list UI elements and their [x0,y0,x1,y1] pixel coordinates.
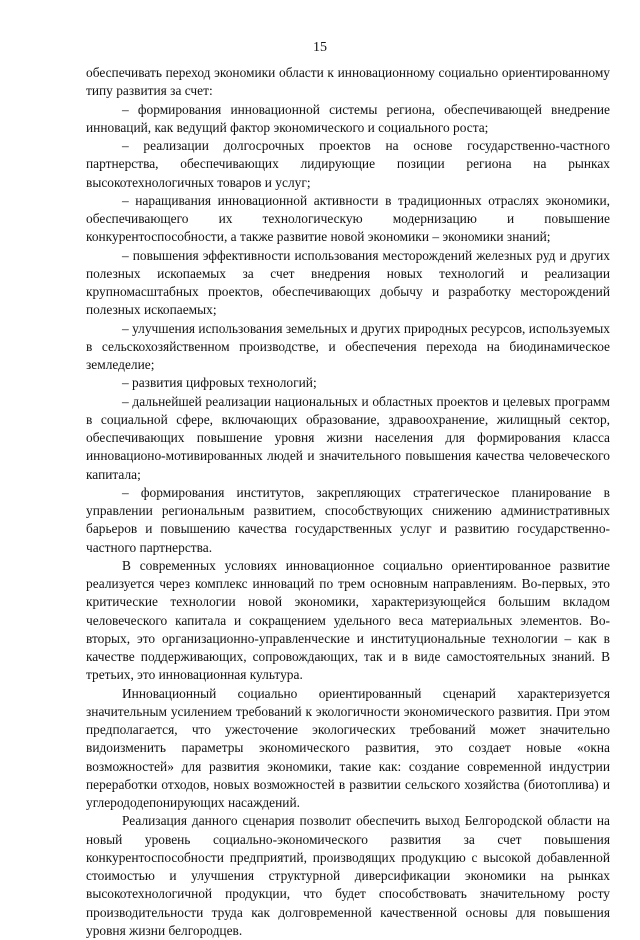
list-item-mineral-deposits: – повышения эффективности использования месторождений железных руд и других полезных ископаемых за счет внедрения новых технологий и реализации крупномасштабных проектов, обеспечивающих добычу и разработку месторождений полезных ископаемых; [86,247,610,318]
list-item-institutions: – формирования институтов, закрепляющих стратегическое планирование в управлении региональным развитием, способствующих снижению административных барьеров и повышению качества государственных услуг и развитию государственно-частного партнерства. [86,484,610,555]
page-number: 15 [313,40,327,55]
list-item-digital-tech: – развития цифровых технологий; [122,375,317,391]
paragraph-innovation-directions: В современных условиях инновационное социально ориентированное развитие реализуется через комплекс инноваций по трем основным направлениям. Во-первых, это критические технологии новой экономики, характеризующейся большим вкладом человеческого капитала и сокращением удельного веса материальных элементов. Во-вторых, это организационно-управленческие и институциональные технологии – как в качестве поддерживающих, сопровождающих, так и в виде самостоятельных знаний. В третьих, это инновационная культура. [86,557,610,683]
paragraph-scenario-outcome: Реализация данного сценария позволит обеспечить выход Белгородской области на новый уровень социально-экономического развития за счет повышения конкурентоспособности предприятий, производящих продукцию с высокой добавленной стоимостью и улучшения структурной диверсификации экономики на рынках высокотехнологичной продукции, что будет способствовать значительному росту производительности труда как долговременной качественной основы для повышения уровня жизни белгородцев. [86,813,610,938]
list-item-innovation-system: – формирования инновационной системы региона, обеспечивающей внедрение инноваций, как ведущий фактор экономического и социального роста; [86,101,610,135]
paragraph-scenario-ecology: Инновационный социально ориентированный сценарий характеризуется значительным усилением требований к экологичности экономического развития. При этом предполагается, что ужесточение экологических требований может значительно видоизменить параметры экономического развития, это создает новые «окна возможностей» для развития экономики, такие как: создание современной индустрии переработки отходов, новых возможностей в развитии сельского хозяйства (биотоплива) и углерододепонирующих насаждений. [86,685,610,810]
list-item-land-use: – улучшения использования земельных и других природных ресурсов, используемых в сельскохозяйственном производстве, и обеспечения перехода на биодинамическое земледелие; [86,320,610,372]
paragraph-intro: обеспечивать переход экономики области к инновационному социально ориентированному типу развития за счет: [86,65,610,99]
document-body [86,64,610,940]
list-item-innovation-activity: – наращивания инновационной активности в традиционных отраслях экономики, обеспечивающего их технологическую модернизацию и повышение конкурентоспособности, а также развитие новой экономики – экономики знаний; [86,192,610,245]
list-item-ppp-projects: – реализации долгосрочных проектов на основе государственно-частного партнерства, обеспечивающих лидирующие позиции региона на рынках высокотехнологичных товаров и услуг; [86,138,610,190]
list-item-national-projects: – дальнейшей реализации национальных и областных проектов и целевых программ в социальной сфере, включающих образование, здравоохранение, жилищный сектор, обеспечивающих повышение уровня жизни населения для формирования класса инновационо-мотивированных людей и значительного повышения качества человеческого капитала; [86,393,610,482]
